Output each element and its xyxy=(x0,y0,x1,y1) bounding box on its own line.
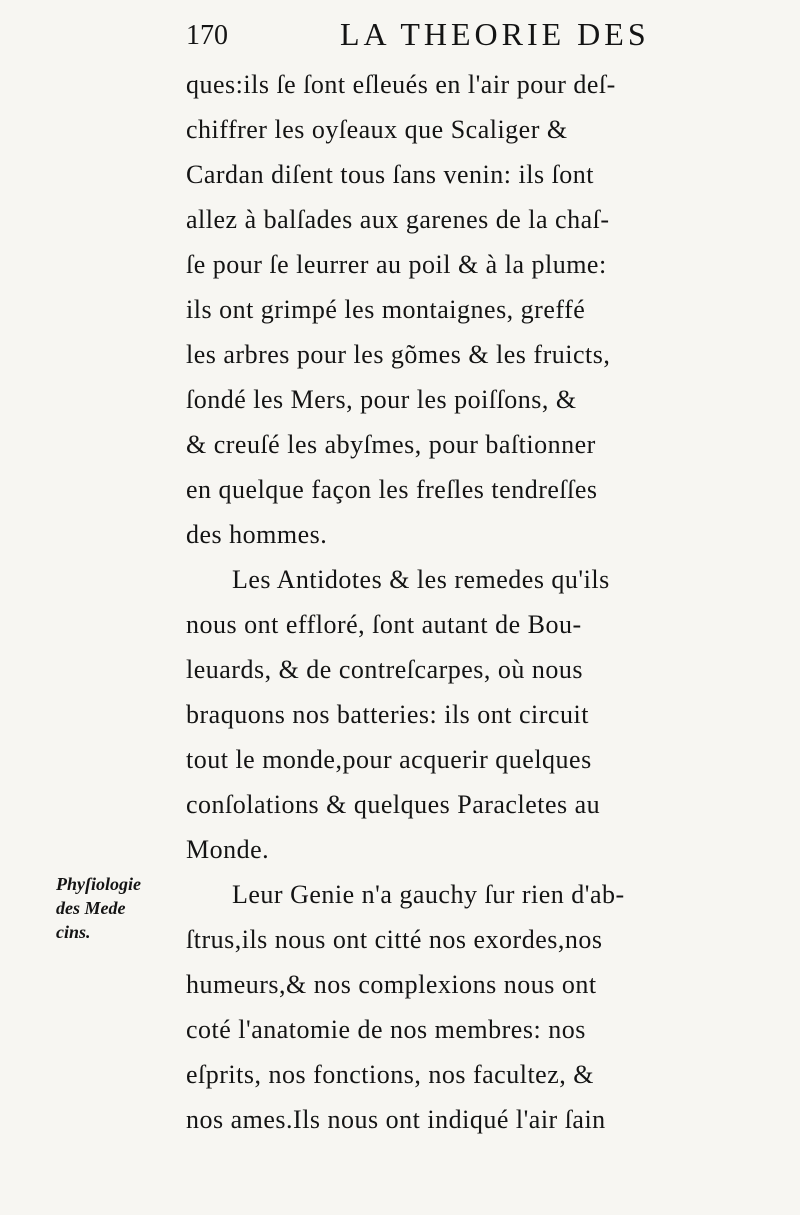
text-line: coté l'anatomie de nos membres: nos xyxy=(186,1015,586,1044)
text-line: tout le monde,pour acquerir quelques xyxy=(186,745,592,774)
text-line: Monde. xyxy=(186,835,270,864)
body-text xyxy=(186,62,800,1142)
page-number: 170 xyxy=(186,20,228,51)
text-line: allez à balſades aux garenes de la chaſ- xyxy=(186,205,610,234)
text-line: nous ont effloré, ſont autant de Bou- xyxy=(186,610,582,639)
text-line: nos ames.Ils nous ont indiqué l'air ſain xyxy=(186,1105,606,1134)
text-line: les arbres pour les gõmes & les fruicts, xyxy=(186,340,611,369)
page-header xyxy=(186,12,666,52)
text-line: braquons nos batteries: ils ont circuit xyxy=(186,700,589,729)
text-line: Cardan diſent tous ſans venin: ils ſont xyxy=(186,160,595,189)
marginal-note xyxy=(56,872,186,944)
text-line: leuards, & de contreſcarpes, où nous xyxy=(186,655,584,684)
marginal-note-line: des Mede xyxy=(56,898,126,918)
text-line: des hommes. xyxy=(186,520,328,549)
marginal-note-line: Phyſiologie xyxy=(56,874,141,894)
text-line: en quelque façon les freſles tendreſſes xyxy=(186,475,598,504)
text-line: chiffrer les oyſeaux que Scaliger & xyxy=(186,115,568,144)
text-line: ils ont grimpé les montaignes, greffé xyxy=(186,295,586,324)
text-line: ſe pour ſe leurrer au poil & à la plume: xyxy=(186,250,607,279)
text-line: ques:ils ſe ſont eſleués en l'air pour deſ- xyxy=(186,70,616,99)
paragraph-start-line: Les Antidotes & les remedes qu'ils xyxy=(232,565,610,594)
text-line: ſondé les Mers, pour les poiſſons, & xyxy=(186,385,577,414)
text-line: conſolations & quelques Paracletes au xyxy=(186,790,601,819)
text-line: & creuſé les abyſmes, pour baſtionner xyxy=(186,430,596,459)
marginal-note-line: cins. xyxy=(56,922,91,942)
text-line: humeurs,& nos complexions nous ont xyxy=(186,970,597,999)
paragraph-start-line: Leur Genie n'a gauchy ſur rien d'ab- xyxy=(232,880,625,909)
text-line: ſtrus,ils nous ont citté nos exordes,nos xyxy=(186,925,603,954)
running-head: LA THEORIE DES xyxy=(340,16,650,52)
text-line: eſprits, nos fonctions, nos facultez, & xyxy=(186,1060,594,1089)
